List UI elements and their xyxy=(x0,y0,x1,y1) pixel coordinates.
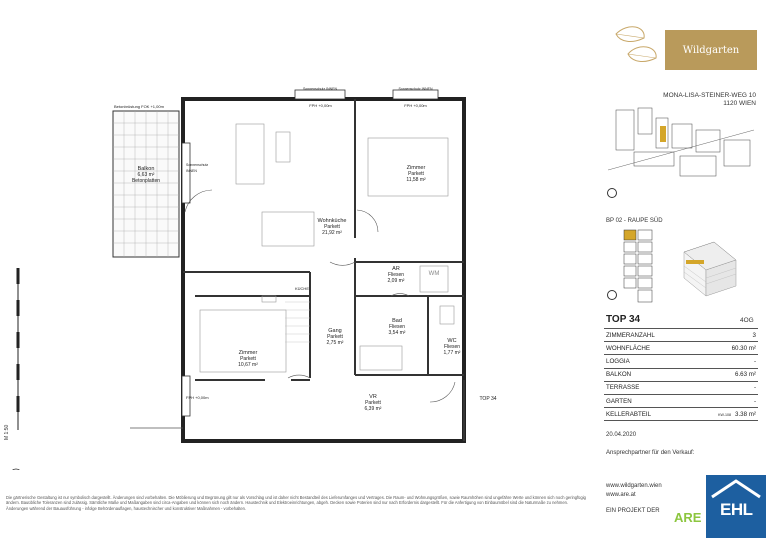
room-floor: Fliesen xyxy=(387,272,405,278)
spec-value: 3 xyxy=(690,329,758,342)
window-height-label-2: FPH +0,00m xyxy=(404,103,427,108)
spec-value: - xyxy=(690,381,758,394)
are-logo-text: ARE xyxy=(674,510,702,525)
room-name: VR xyxy=(369,394,377,400)
lower-outline xyxy=(130,380,464,441)
site-map xyxy=(604,100,760,200)
spec-label: TERRASSE xyxy=(604,381,690,394)
room-area: 10,67 m² xyxy=(238,362,258,368)
north-arrow-icon xyxy=(607,290,617,300)
room-name: Balkon xyxy=(137,166,155,172)
room-name: Zimmer xyxy=(406,165,426,171)
room-zimmer-2 xyxy=(228,350,268,368)
room-wohnkueche xyxy=(304,218,360,236)
are-logo xyxy=(674,510,701,525)
plan-date: 20.04.2020 xyxy=(606,432,637,438)
table-row xyxy=(604,381,758,394)
room-area: 6,39 m² xyxy=(364,406,382,412)
address-line1: MONA-LISA-STEINER-WEG 10 xyxy=(663,92,756,99)
room-floor: Parkett xyxy=(408,171,424,177)
room-area: 6,63 m² xyxy=(137,172,155,178)
room-vr xyxy=(356,394,390,412)
north-arrow-icon xyxy=(10,469,22,470)
table-row xyxy=(604,329,758,342)
room-bad xyxy=(380,318,414,336)
balcony-area xyxy=(113,111,179,257)
room-floor: Parkett xyxy=(327,334,343,340)
room-floor: Parkett xyxy=(324,224,340,230)
table-row xyxy=(604,408,758,421)
hallway-hatching xyxy=(285,302,310,342)
north-arrow-icon xyxy=(607,188,617,198)
room-name: Bad xyxy=(392,318,402,324)
spec-value: 3.38 m² xyxy=(735,410,756,418)
spec-value-cell xyxy=(690,408,758,421)
room-area: 11,58 m² xyxy=(406,177,426,183)
unit-title: TOP 34 xyxy=(606,314,641,325)
room-area: 2,09 m² xyxy=(387,278,405,284)
house-roof-icon xyxy=(706,475,766,501)
room-name: Zimmer xyxy=(238,350,258,356)
spec-label: LOGGIA xyxy=(604,355,690,368)
spec-label: BALKON xyxy=(604,368,690,381)
spec-value: - xyxy=(690,394,758,407)
spec-label: GARTEN xyxy=(604,394,690,407)
room-balkon xyxy=(122,166,170,184)
room-wc xyxy=(440,338,464,356)
room-gang xyxy=(318,328,352,346)
contact-label: Ansprechpartner für den Verkauf: xyxy=(606,450,695,456)
room-area: 21,92 m² xyxy=(322,230,342,236)
building-stack xyxy=(622,228,656,310)
washing-machine-label: WM xyxy=(428,271,440,277)
table-row xyxy=(604,355,758,368)
sun-protection-label-3: Sonnenschutz INNEN xyxy=(186,163,209,173)
spec-value: 6.63 m² xyxy=(690,368,758,381)
unit-floor: 4OG xyxy=(740,317,754,324)
leaf-logo-icon xyxy=(608,20,668,70)
room-name: Gang xyxy=(328,328,342,334)
spec-label: KELLERABTEIL xyxy=(604,408,690,421)
brand-name: Wildgarten xyxy=(682,44,740,56)
room-floor: Fliesen xyxy=(443,344,461,350)
room-name: Wohnküche xyxy=(317,218,347,224)
kitchen-label: KÜCHE xyxy=(294,286,309,291)
room-zimmer-1 xyxy=(396,165,436,183)
room-floor: Parkett xyxy=(365,400,381,406)
scale-ruler xyxy=(17,268,20,430)
sun-protection-label-1: Sonnenschutz INNEN xyxy=(302,87,338,91)
address-line2: 1120 WIEN xyxy=(723,100,756,107)
outer-walls xyxy=(183,99,464,441)
building-part-label: BP 02 - RAUPE SÜD xyxy=(606,218,663,224)
brand-logo xyxy=(665,30,757,70)
disclaimer-text: Die gärtnerische Gestaltung ist nur symbolisch dargestellt. Änderungen sind vorbehalten. Die Möblierung und Begrünung gilt nur als Vorschlag und ist daher nicht Bestandteil des Lieferumfanges und Vertrages. Die Raum- und Wohnungsgrößen, sowie Raumhöhen sind ungefähre Werte und können sich noch geringfügig ändern. Bauübliche Toleranzen sind zulässig. Sämtliche Maße und Maßangaben sind circa-Angaben und können sich noch ändern. Haustechnik und Elektroeinrichtungen, abgeh. Decken sowie Poterien sind nur nach Erfordernis dargestellt. Für die Anfertigung von Einbaumöbel sind die Naturmaße zu nehmen. Änderungen während der Bauausführung - infolge Behördenauflagen, haustechnischer und konstruktiver Maßnahmen - vorbehalten. xyxy=(6,495,586,511)
table-row xyxy=(604,368,758,381)
room-area: 2,75 m² xyxy=(326,340,344,346)
room-area: 3,54 m² xyxy=(388,330,406,336)
spec-label: ZIMMERANZAHL xyxy=(604,329,690,342)
website-link-are[interactable]: www.are.at xyxy=(606,492,636,498)
scale-label: M 1:50 xyxy=(4,424,10,440)
room-name: AR xyxy=(392,266,400,272)
room-area: 1,77 m² xyxy=(443,350,461,356)
room-ar xyxy=(378,266,414,284)
window-height-label-1: FPH +0,00m xyxy=(309,103,332,108)
spec-value: 60.30 m² xyxy=(690,342,758,355)
building-3d-icon xyxy=(680,238,740,302)
window-height-label-3: FPH +0,00m xyxy=(186,395,209,400)
table-row xyxy=(604,342,758,355)
spec-sub: KW-108 xyxy=(718,412,732,417)
room-name: WC xyxy=(447,338,457,344)
spec-label: WOHNFLÄCHE xyxy=(604,342,690,355)
unit-entry-label: TOP 34 xyxy=(479,396,497,402)
unit-specs-table xyxy=(604,328,758,421)
sun-protection-label-2: Sonnenschutz INNEN xyxy=(398,87,433,91)
spec-value: - xyxy=(690,355,758,368)
ehl-logo-text: EHL xyxy=(720,500,753,519)
room-floor: Betonplatten xyxy=(131,178,161,184)
room-floor: Parkett xyxy=(240,356,256,362)
project-by-label: EIN PROJEKT DER xyxy=(606,508,660,514)
website-link-wildgarten[interactable]: www.wildgarten.wien xyxy=(606,483,662,489)
table-row xyxy=(604,394,758,407)
balcony-rail-label: Betonbrüstung FOK +1,00m xyxy=(114,104,164,109)
room-floor: Fliesen xyxy=(388,324,406,330)
